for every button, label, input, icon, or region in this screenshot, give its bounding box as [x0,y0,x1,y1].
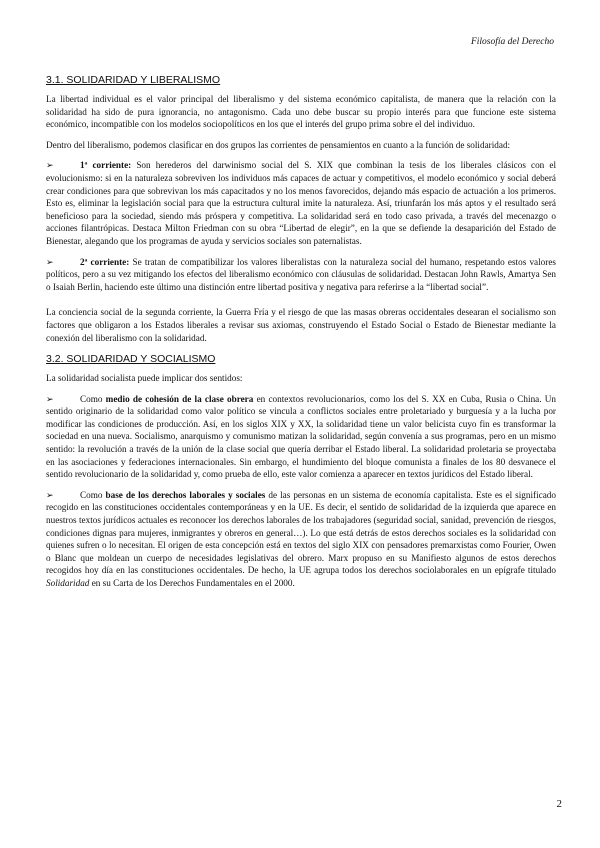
section-title-solidaridad-socialismo: 3.2. SOLIDARIDAD Y SOCIALISMO [46,353,216,366]
document-body [46,73,556,598]
arrow-bullet-icon: ➢ [46,160,54,171]
current-1-label: 1ª corriente: [80,160,132,171]
sense-1-text: en contextos revolucionarios, como los del S. XX en Cuba, Rusia o China. Un sentido originario de la solidaridad como valor político se vincula a conflictos sociales entre proletariado y burguesía y a la lucha por modificar las condiciones de producción. Así, en los siglos XIX y XX, la solidaridad tiene un valor belicista cuyo fin es transformar la sociedad en una nueva. Socialismo, anarquismo y comunismo matizan la solidaridad, según convenía a sus programas, pero en un mismo sentido: la revolución a través de la unión de la clase social que quería derribar el Estado liberal. La solidaridad proletaria se proyectaba en las asociaciones y federaciones internacionales. Sin embargo, el hundimiento del bloque comunista a finales de los 80 desvanece el sentido revolucionario de la solidaridad y, como prueba de ello, este valor comienza a aparecer en textos jurídicos del Estado liberal. [46,393,556,480]
current-2-label: 2ª corriente: [80,256,130,267]
section-title-solidaridad-liberalismo: 3.1. SOLIDARIDAD Y LIBERALISMO [46,74,221,86]
paragraph-conclusion: La conciencia social de la segunda corriente, la Guerra Fría y el riesgo de que las masas obreras occidentales desearan el socialismo son factores que obligaron a los Estados liberales a revisar sus axiomas, construyendo el Estado Social o Estado de Bienestar mediante la conexión del liberalismo con la solidaridad. [46,307,556,343]
sense-2-prefix: Como [80,489,106,500]
arrow-bullet-icon: ➢ [46,393,54,404]
sense-1-label: medio de cohesión de la clase obrera [105,393,254,404]
sense-2-text-b: en su Carta de los Derechos Fundamentales en el 2000. [89,578,295,588]
running-header: Filosofía del Derecho [470,37,554,47]
current-2-text: Se tratan de compatibilizar los valores liberalistas con la naturaleza social del humano, respetando estos valores políticos, pero a su vez mitigando los efectos del liberalismo económico con cláusulas de solidaridad. Destacan John Rawls, Amartya Sen o Isaiah Berlin, haciendo este último una distinción entre libertad positiva y negativa para referirse a la “libertad social”. [46,256,556,292]
list-item-current-1 [46,159,556,247]
arrow-bullet-icon: ➢ [46,256,54,267]
sense-2-label: base de los derechos laborales y sociales [105,489,266,500]
arrow-bullet-icon: ➢ [46,489,54,500]
list-item-sense-1 [46,393,556,481]
sense-1-prefix: Como [80,393,106,404]
list-item-current-2 [46,256,556,294]
paragraph-socialism-intro: La solidaridad socialista puede implicar dos sentidos: [46,373,243,384]
paragraph-intro: La libertad individual es el valor principal del liberalismo y del sistema económico capitalista, de manera que la relación con la solidaridad ha sido de pura ignorancia, no antagonismo. Cada uno debe buscar su propio interés para que funcione este sistema económico, incompatible con los modelos sociopolíticos en los que el interés del grupo prima sobre el del individuo. [46,94,556,130]
sense-2-text-a: de las personas en un sistema de economía capitalista. Este es el significado recogido en las constituciones occidentales contemporáneas y en la UE. Es decir, el sentido de solidaridad de la izquierda que aparece en nuestros textos jurídicos actuales es reconocer los derechos laborales de los trabajadores (seguridad social, sanidad, prevención de riesgos, condiciones dignas para mujeres, inmigrantes y obreros en general…). Lo que está detrás de estos derechos sociales es la solidaridad con quienes sufren o lo necesitan. El origen de esta concepción está en textos del siglo XIX con pensadores premarxistas como Fourier, Owen o Blanc que moldean un cuerpo de necesidades legislativas del obrero. Marx propuso en su Manifiesto algunos de estos derechos recogidos hoy día en las constituciones occidentales. De hecho, la UE agrupa todos los derechos sociolaborales en un epígrafe titulado [46,489,556,576]
paragraph-classify: Dentro del liberalismo, podemos clasificar en dos grupos las corrientes de pensamientos en cuanto a la función de solidaridad: [46,139,511,150]
current-1-text: Son herederos del darwinismo social del S. XIX que combinan la tesis de los liberales clásicos con el evolucionismo: si en la naturaleza sobreviven los individuos más capaces de actuar y competitivos, el modelo económico y social deberá crear condiciones para que sobrevivan los más capacitados y no los menos favorecidos, dejando más espacio de actuación a los primeros. Esto es, eliminar la legislación social para que la estructura cultural imite la naturaleza. Así, triunfarán los más aptos y el resultado será beneficioso para la sociedad, siendo más próspera y competitiva. La solidaridad será en todo caso privada, a través del mecenazgo o acciones filantrópicas. Destaca Milton Friedman con su obra “Libertad de elegir”, en la que se defiende la desaparición del Estado de Bienestar, alegando que los programas de ayuda y servicios sociales son paternalistas. [46,160,556,246]
sense-2-italic-term: Solidaridad [46,578,90,588]
page-number: 2 [556,798,562,810]
list-item-sense-2 [46,489,556,590]
